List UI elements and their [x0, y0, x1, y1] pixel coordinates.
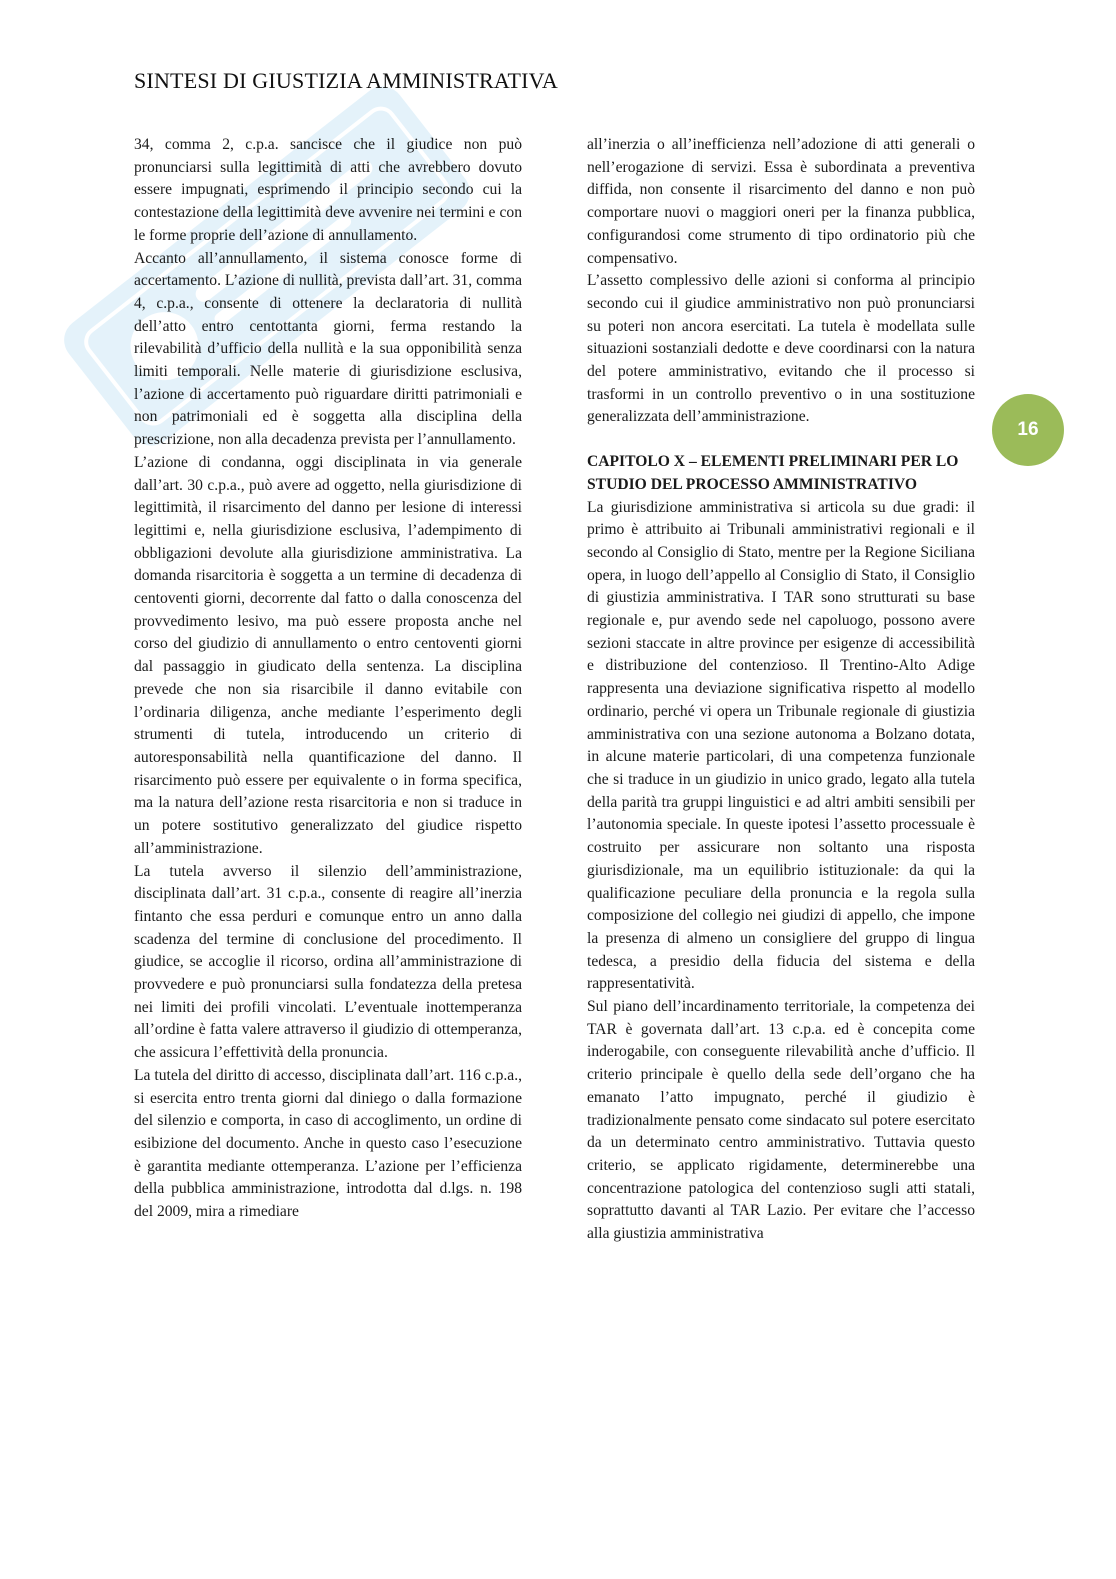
paragraph: La tutela avverso il silenzio dell’amministrazione, disciplinata dall’art. 31 c.p.a., consente di reagire all’inerzia fintanto che essa perduri e comunque entro un anno dalla scadenza del termine di conclusione del procedimento. Il giudice, se accoglie il ricorso, ordina all’amministrazione di provvedere e può pronunciarsi sulla fondatezza della pretesa nei limiti dei profili vincolati. L’eventuale inottemperanza all’ordine è fatta valere attraverso il giudizio di ottemperanza, che assicura l’effettività della pronuncia.	[134, 862, 522, 1062]
paragraph: L’azione di condanna, oggi disciplinata in via generale dall’art. 30 c.p.a., può avere ad oggetto, nella giurisdizione di legittimità, il risarcimento del danno per lesione di interessi legittimi e, nella giurisdizione esclusiva, l’adempimento di obbligazioni devolute alla giurisdizione amministrativa. La domanda risarcitoria è soggetta a un termine di decadenza di centoventi giorni, decorrente dal fatto o dalla conoscenza del provvedimento lesivo, ma può essere proposta anche nel corso del giudizio di annullamento o entro centoventi giorni dal passaggio in giudicato della sentenza. La disciplina prevede che non sia risarcibile il danno evitabile con l’ordinaria diligenza, anche mediante l’esperimento degli strumenti di tutela, introducendo un criterio di autoresponsabilità nella quantificazione del danno. Il risarcimento può essere per equivalente o in forma specifica, ma la natura dell’azione resta risarcitoria e non si traduce in un potere sostitutivo generalizzato del giudice rispetto all’amministrazione.	[134, 453, 522, 857]
paragraph: Sul piano dell’incardinamento territoriale, la competenza dei TAR è governata dall’art. 13 c.p.a. ed è concepita come inderogabile, con conseguente rilevabilità anche d’ufficio. Il criterio principale è quello della sede dell’organo che ha emanato l’atto impugnato, perché il giudizio è tradizionalmente pensato come sindacato sul potere esercitato da un determinato centro amministrativo. Tuttavia questo criterio, se applicato rigidamente, determinerebbe una concentrazione patologica del contenzioso sugli atti statali, soprattutto davanti al TAR Lazio. Per evitare che l’accesso alla giustizia amministrativa	[587, 998, 975, 1243]
paragraph: 34, comma 2, c.p.a. sancisce che il giudice non può pronunciarsi sulla legittimità di atti che avrebbero dovuto essere impugnati, esprimendo il principio secondo cui la contestazione della legittimità deve avvenire nei termini e con le forme proprie dell’azione di annullamento.	[134, 136, 522, 244]
chapter-title: CAPITOLO X – ELEMENTI PRELIMINARI PER LO STUDIO DEL PROCESSO AMMINISTRATIVO	[587, 453, 959, 493]
paragraph: L’assetto complessivo delle azioni si conforma al principio secondo cui il giudice amministrativo non può pronunciarsi su poteri non ancora esercitati. La tutela è modellata sulle situazioni sostanziali dedotte e deve coordinarsi con la natura del potere amministrativo, evitando che il processo si trasformi in un controllo preventivo o in una sostituzione generalizzata dell’amministrazione.	[587, 272, 975, 426]
running-header: SINTESI DI GIUSTIZIA AMMINISTRATIVA	[134, 68, 558, 93]
paragraph: La giurisdizione amministrativa si articola su due gradi: il primo è attribuito ai Tribunali amministrativi regionali e il secondo al Consiglio di Stato, mentre per la Regione Siciliana opera, in luogo dell’appello al Consiglio di Stato, il Consiglio di giustizia amministrativa. I TAR sono strutturati su base regionale e, pur avendo sede nel capoluogo, possono avere sezioni staccate in altre province per esigenze di accessibilità e distribuzione del contenzioso. Il Trentino-Alto Adige rappresenta una deviazione significativa rispetto al modello ordinario, perché vi opera un Tribunale regionale di giustizia amministrativa con una sezione autonoma a Bolzano dotata, in alcune materie particolari, di una competenza funzionale che si traduce in un giudizio in unico grado, legato alla tutela della parità tra gruppi linguistici e ad altri ambiti sensibili per l’autonomia speciale. In queste ipotesi l’assetto processuale è costruito per assicurare non soltanto una risposta giurisdizionale, ma un equilibrio istituzionale: da qui la qualificazione peculiare della pronuncia e la regola sulla composizione del collegio nei giudizi di appello, che impone la presenza di almeno un consigliere del gruppo di lingua tedesca, a presidio della fiducia del sistema e della rappresentatività.	[587, 498, 975, 993]
page-number-badge: 16	[992, 394, 1064, 466]
paragraph: all’inerzia o all’inefficienza nell’adozione di atti generali o nell’erogazione di servizi. Essa è subordinata a preventiva diffida, non consente il risarcimento del danno e non può comportare nuovi o maggiori oneri per la finanza pubblica, configurandosi come strumento di tipo ordinatorio più che compensativo.	[587, 136, 975, 267]
right-column	[587, 134, 975, 1246]
paragraph: Accanto all’annullamento, il sistema conosce forme di accertamento. L’azione di nullità, prevista dall’art. 31, comma 4, c.p.a., consente di ottenere la declaratoria di nullità dell’atto entro centottanta giorni, ferma restando la rilevabilità d’ufficio della nullità e la sua opponibilità senza limiti temporali. Nelle materie di giurisdizione esclusiva, l’azione di accertamento può riguardare diritti patrimoniali e non patrimoniali ed è soggetta alla disciplina della prescrizione, non alla decadenza prevista per l’annullamento.	[134, 249, 522, 449]
left-column	[134, 134, 522, 1224]
paragraph: La tutela del diritto di accesso, disciplinata dall’art. 116 c.p.a., si esercita entro trenta giorni dal diniego o dalla formazione del silenzio e comporta, in caso di accoglimento, un ordine di esibizione del documento. Anche in questo caso l’esecuzione è garantita mediante ottemperanza. L’azione per l’efficienza della pubblica amministrazione, introdotta dal d.lgs. n. 198 del 2009, mira a rimediare	[134, 1066, 522, 1221]
